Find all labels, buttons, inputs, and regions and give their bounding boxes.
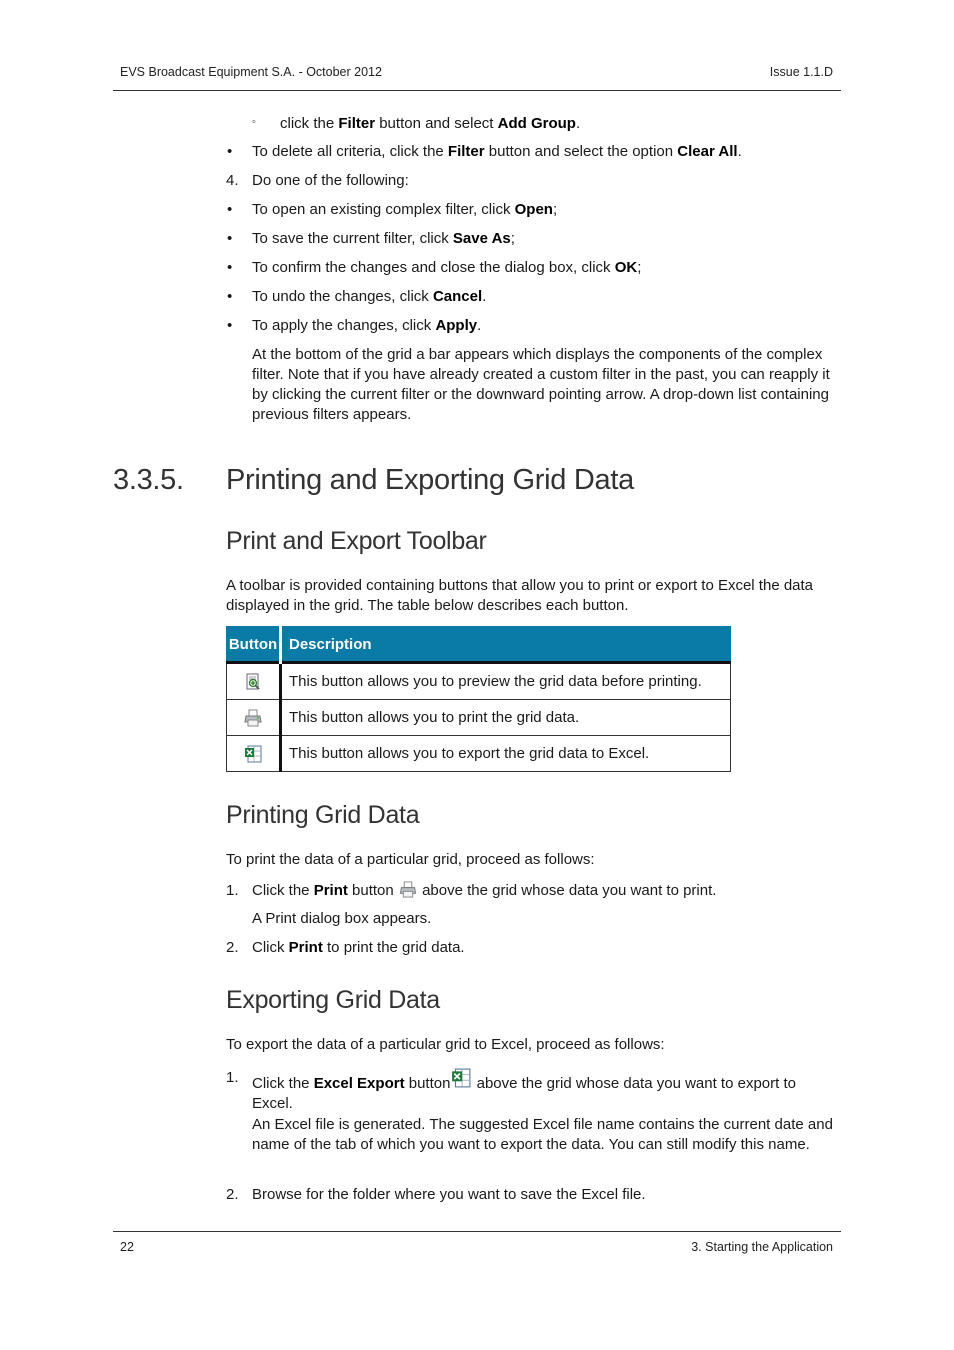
button-cell <box>227 663 281 700</box>
bullet-confirm: To confirm the changes and close the dialog box, click OK; <box>252 259 642 276</box>
printing-heading: Printing Grid Data <box>226 801 420 829</box>
bullet-save: To save the current filter, click Save As; <box>252 230 515 247</box>
table-header-row <box>227 627 731 663</box>
sub-bullet-text: click the Filter button and select Add Group. <box>280 115 581 132</box>
bullet-open: To open an existing complex filter, click Open; <box>252 201 558 218</box>
bullet-marker: • <box>227 143 233 160</box>
page-number: 22 <box>120 1240 134 1254</box>
printing-step2: Click Print to print the grid data. <box>252 939 465 956</box>
bullet-apply: To apply the changes, click Apply. <box>252 317 482 334</box>
table-row <box>227 700 731 736</box>
bullet-marker: • <box>227 259 233 276</box>
table-row <box>227 736 731 772</box>
sub-bullet-marker: ◦ <box>252 116 256 128</box>
excel-icon <box>244 745 262 763</box>
bullet-undo: To undo the changes, click Cancel. <box>252 288 487 305</box>
printing-step1-result: A Print dialog box appears. <box>252 910 432 927</box>
step-number: 1. <box>226 882 239 899</box>
step-number: 1. <box>226 1069 239 1086</box>
bullet-delete: To delete all criteria, click the Filter button and select the option Clear All. <box>252 143 742 160</box>
exporting-heading: Exporting Grid Data <box>226 986 440 1014</box>
footer-chapter: 3. Starting the Application <box>691 1240 833 1254</box>
exporting-step1: Click the Excel Export button above the grid whose data you want to export to Excel. <box>252 1068 842 1114</box>
button-cell <box>227 700 281 736</box>
printer-icon <box>398 881 418 898</box>
col-header-button: Button <box>227 627 281 663</box>
header-left: EVS Broadcast Equipment S.A. - October 2012 <box>120 65 382 79</box>
excel-icon <box>450 1068 472 1088</box>
bullet-marker: • <box>227 317 233 334</box>
exporting-intro: To export the data of a particular grid to Excel, proceed as follows: <box>226 1036 665 1053</box>
description-cell: This button allows you to preview the grid data before printing. <box>281 663 731 700</box>
description-cell: This button allows you to export the grid data to Excel. <box>281 736 731 772</box>
printer-icon <box>244 709 262 727</box>
header-rule <box>113 90 841 91</box>
col-header-description: Description <box>281 627 731 663</box>
button-table <box>226 626 731 772</box>
bullet-marker: • <box>227 288 233 305</box>
toolbar-paragraph: A toolbar is provided containing buttons that allow you to print or export to Excel the data displayed in the grid. The table below describes each button. <box>226 577 814 614</box>
print-preview-icon <box>244 673 262 691</box>
description-cell: This button allows you to print the grid data. <box>281 700 731 736</box>
exporting-step1-result: An Excel file is generated. The suggested Excel file name contains the current date and name of the tab of which you want to export the data. You can still modify this name. <box>252 1116 833 1153</box>
header-right: Issue 1.1.D <box>769 65 833 79</box>
footer-rule <box>113 1231 841 1232</box>
printing-step1: Click the Print button above the grid whose data you want to print. <box>252 882 717 899</box>
button-cell <box>227 736 281 772</box>
section-number: 3.3.5. <box>113 464 184 496</box>
table-row <box>227 663 731 700</box>
bullet-marker: • <box>227 201 233 218</box>
step4-text: Do one of the following: <box>252 172 409 189</box>
step-number: 2. <box>226 939 239 956</box>
bullet-marker: • <box>227 230 233 247</box>
printing-intro: To print the data of a particular grid, proceed as follows: <box>226 851 595 868</box>
exporting-step2: Browse for the folder where you want to save the Excel file. <box>252 1186 646 1203</box>
step-number: 2. <box>226 1186 239 1203</box>
section-title: Printing and Exporting Grid Data <box>226 464 634 496</box>
toolbar-heading: Print and Export Toolbar <box>226 527 487 555</box>
filter-bar-paragraph: At the bottom of the grid a bar appears which displays the components of the complex filter. Note that if you have already created a custom filter in the past, you can reapply it by clicking the current filter or the downward pointing arrow. A drop-down list containing previous filters appears. <box>252 346 830 423</box>
step-number: 4. <box>226 172 239 189</box>
